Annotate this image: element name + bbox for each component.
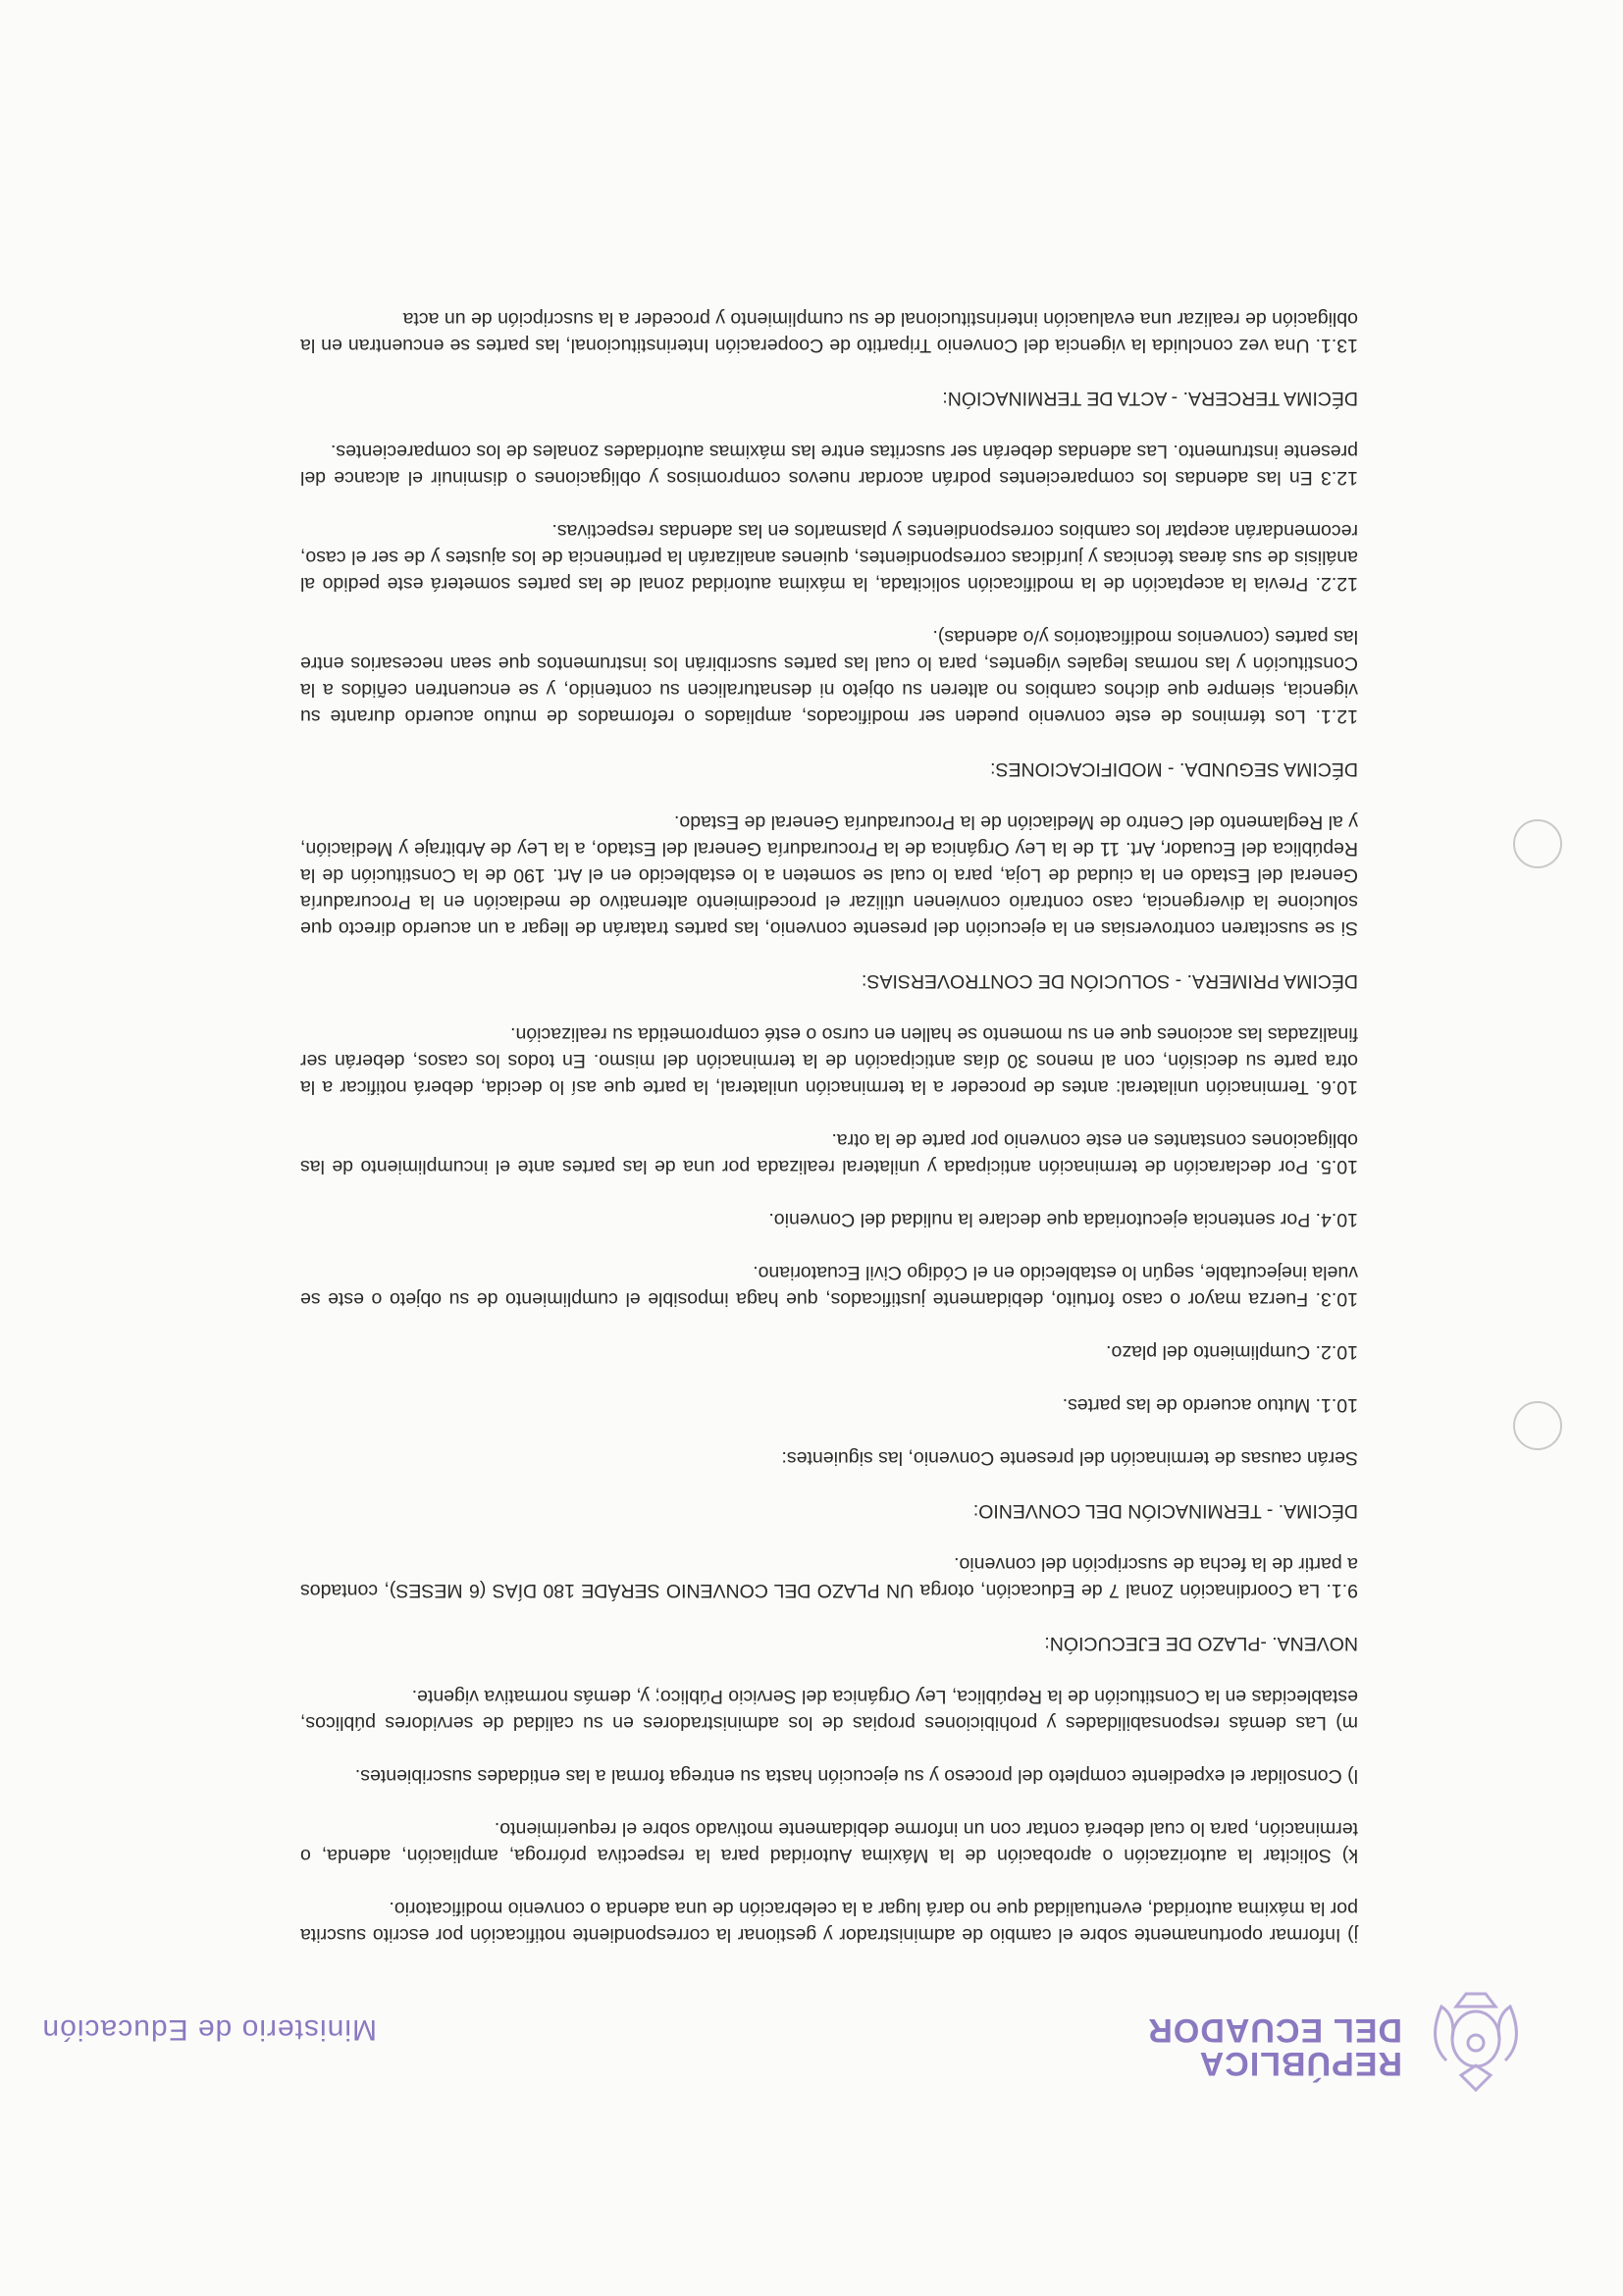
paragraph: 9.1. La Coordinación Zonal 7 de Educación, otorga UN PLAZO DEL CONVENIO SERÁDE 180 DÍAS (6 MESES), contados a partir de la fecha de suscripción del convenio. [300,1553,1358,1601]
section-heading: DÉCIMA TERCERA. - ACTA DE TERMINACIÓN: [942,388,1358,409]
paragraph: 10.2. Cumplimiento del plazo. [1106,1341,1358,1363]
paragraph: Si se suscitaren controversias en la ejecución del presente convenio, las partes tratarán de llegar a un acuerdo directo que solucione la divergencia, caso contrario convienen utilizar el procedimiento alternativo de mediación en la Procuraduría General del Estado en la ciudad de Loja, para lo cual se someten a lo establecido en el Art. 190 de la Constitución de la República del Ecuador, Art. 11 de la Ley Orgánica de la Procuraduría General del Estado, a la Ley de Arbitraje y Mediación, y al Reglamento del Centro de Mediación de la Procuraduría General de Estado. [300,811,1358,939]
republic-line: DEL ECUADOR [1147,2011,1402,2049]
paragraph: 10.3. Fuerza mayor o caso fortuito, debidamente justificados, que haga imposible el cumplimiento de su objeto o este se vuela inejecutable, según lo establecido en el Código Civil Ecuatoriano. [300,1262,1358,1310]
punch-hole [1513,1401,1562,1450]
footer [0,0,1623,240]
republic-name [1147,2013,1402,2080]
section-heading: NOVENA. -PLAZO DE EJECUCIÓN: [1044,1633,1358,1654]
paragraph: l) Consolidar el expediente completo del proceso y su ejecución hasta su entrega formal a las entidades suscribientes. [354,1765,1358,1787]
paragraph: k) Solicitar la autorización o aprobación de la Máxima Autoridad para la respectiva prórroga, ampliación, adenda, o terminación, para lo cual deberá contar con un informe debidamente motivado sobre el requerimiento. [300,1818,1358,1866]
paragraph: 13.1. Una vez concluida la vigencia del Convenio Tripartito de Cooperación Interinstitucional, las partes se encuentran en la obligación de realizar una evaluación interinstitucional de su cumplimiento y proceder a la suscripción de un acta [300,308,1358,356]
republic-line: REPÚBLICA [1198,2045,1402,2082]
document-body [300,279,1358,1948]
punch-hole [1513,819,1562,868]
paragraph: j) Informar oportunamente sobre el cambio de administrador y gestionar la correspondiente notificación por escrito suscrita por la máxima autoridad, eventualidad que no dará lugar a la celebración de una adenda o convenio modificatorio. [300,1898,1358,1946]
ministry-name: Ministerio de Educación [41,2013,377,2046]
section-heading: DÉCIMA SEGUNDA. - MODIFICACIONES: [990,758,1358,780]
paragraph: m) Las demás responsabilidades y prohibiciones propias de los administradores en su calidad de servidores públicos, establecidas en la Constitución de la República, Ley Orgánica del Servicio Público; y, demás normativa vigente. [300,1686,1358,1734]
section-heading: DÉCIMA. - TERMINACIÓN DEL CONVENIO: [972,1500,1358,1522]
coat-of-arms-icon [1417,1982,1535,2100]
paragraph: 10.4. Por sentencia ejecutoriada que declare la nulidad del Convenio. [768,1209,1358,1230]
paragraph: 12.2. Previa la aceptación de la modificación solicitada, la máxima autoridad zonal de las partes someterá este pedido al análisis de sus áreas técnicas y jurídicas correspondientes, quienes analizarán la pertinencia de los ajustes y de ser el caso, recomendarán aceptar los cambios correspondientes y plasmarlos en las adendas respectivas. [300,520,1358,595]
paragraph: Serán causas de terminación del presente Convenio, las siguientes: [781,1447,1358,1469]
paragraph: 12.1. Los términos de este convenio pueden ser modificados, ampliados o reformados de mutuo acuerdo durante su vigencia, siempre que dichos cambios no alteren su objeto ni desnaturalicen su contenido, y se encuentren ceñidos a la Constitución y las normas legales vigentes, para lo cual las partes suscribirán los instrumentos que sean necesarios entre las partes (convenios modificatorios y/o adendas). [300,626,1358,727]
paragraph: 10.5. Por declaración de terminación anticipada y unilateral realizada por una de las partes ante el incumplimiento de las obligaciones constantes en este convenio por parte de la otra. [300,1129,1358,1177]
section-heading: DÉCIMA PRIMERA. - SOLUCIÓN DE CONTROVERSIAS: [862,970,1358,992]
paragraph: 12.3 En las adendas los comparecientes podrán acordar nuevos compromisos y obligaciones o disminuir el alcance del presente instrumento. Las adendas deberán ser suscritas entre las máximas autoridades zonales de los comparecientes. [300,441,1358,489]
paragraph: 10.1. Mutuo acuerdo de las partes. [1062,1394,1358,1416]
paragraph: 10.6. Terminación unilateral: antes de proceder a la terminación unilateral, la parte que así lo decida, deberá notificar a la otra parte su decisión, con al menos 30 días anticipación de la terminación del mismo. En todos los casos, deberán ser finalizadas las acciones que en su momento se hallen en curso o esté comprometida su realización. [300,1023,1358,1098]
letterhead [0,2002,1623,2296]
